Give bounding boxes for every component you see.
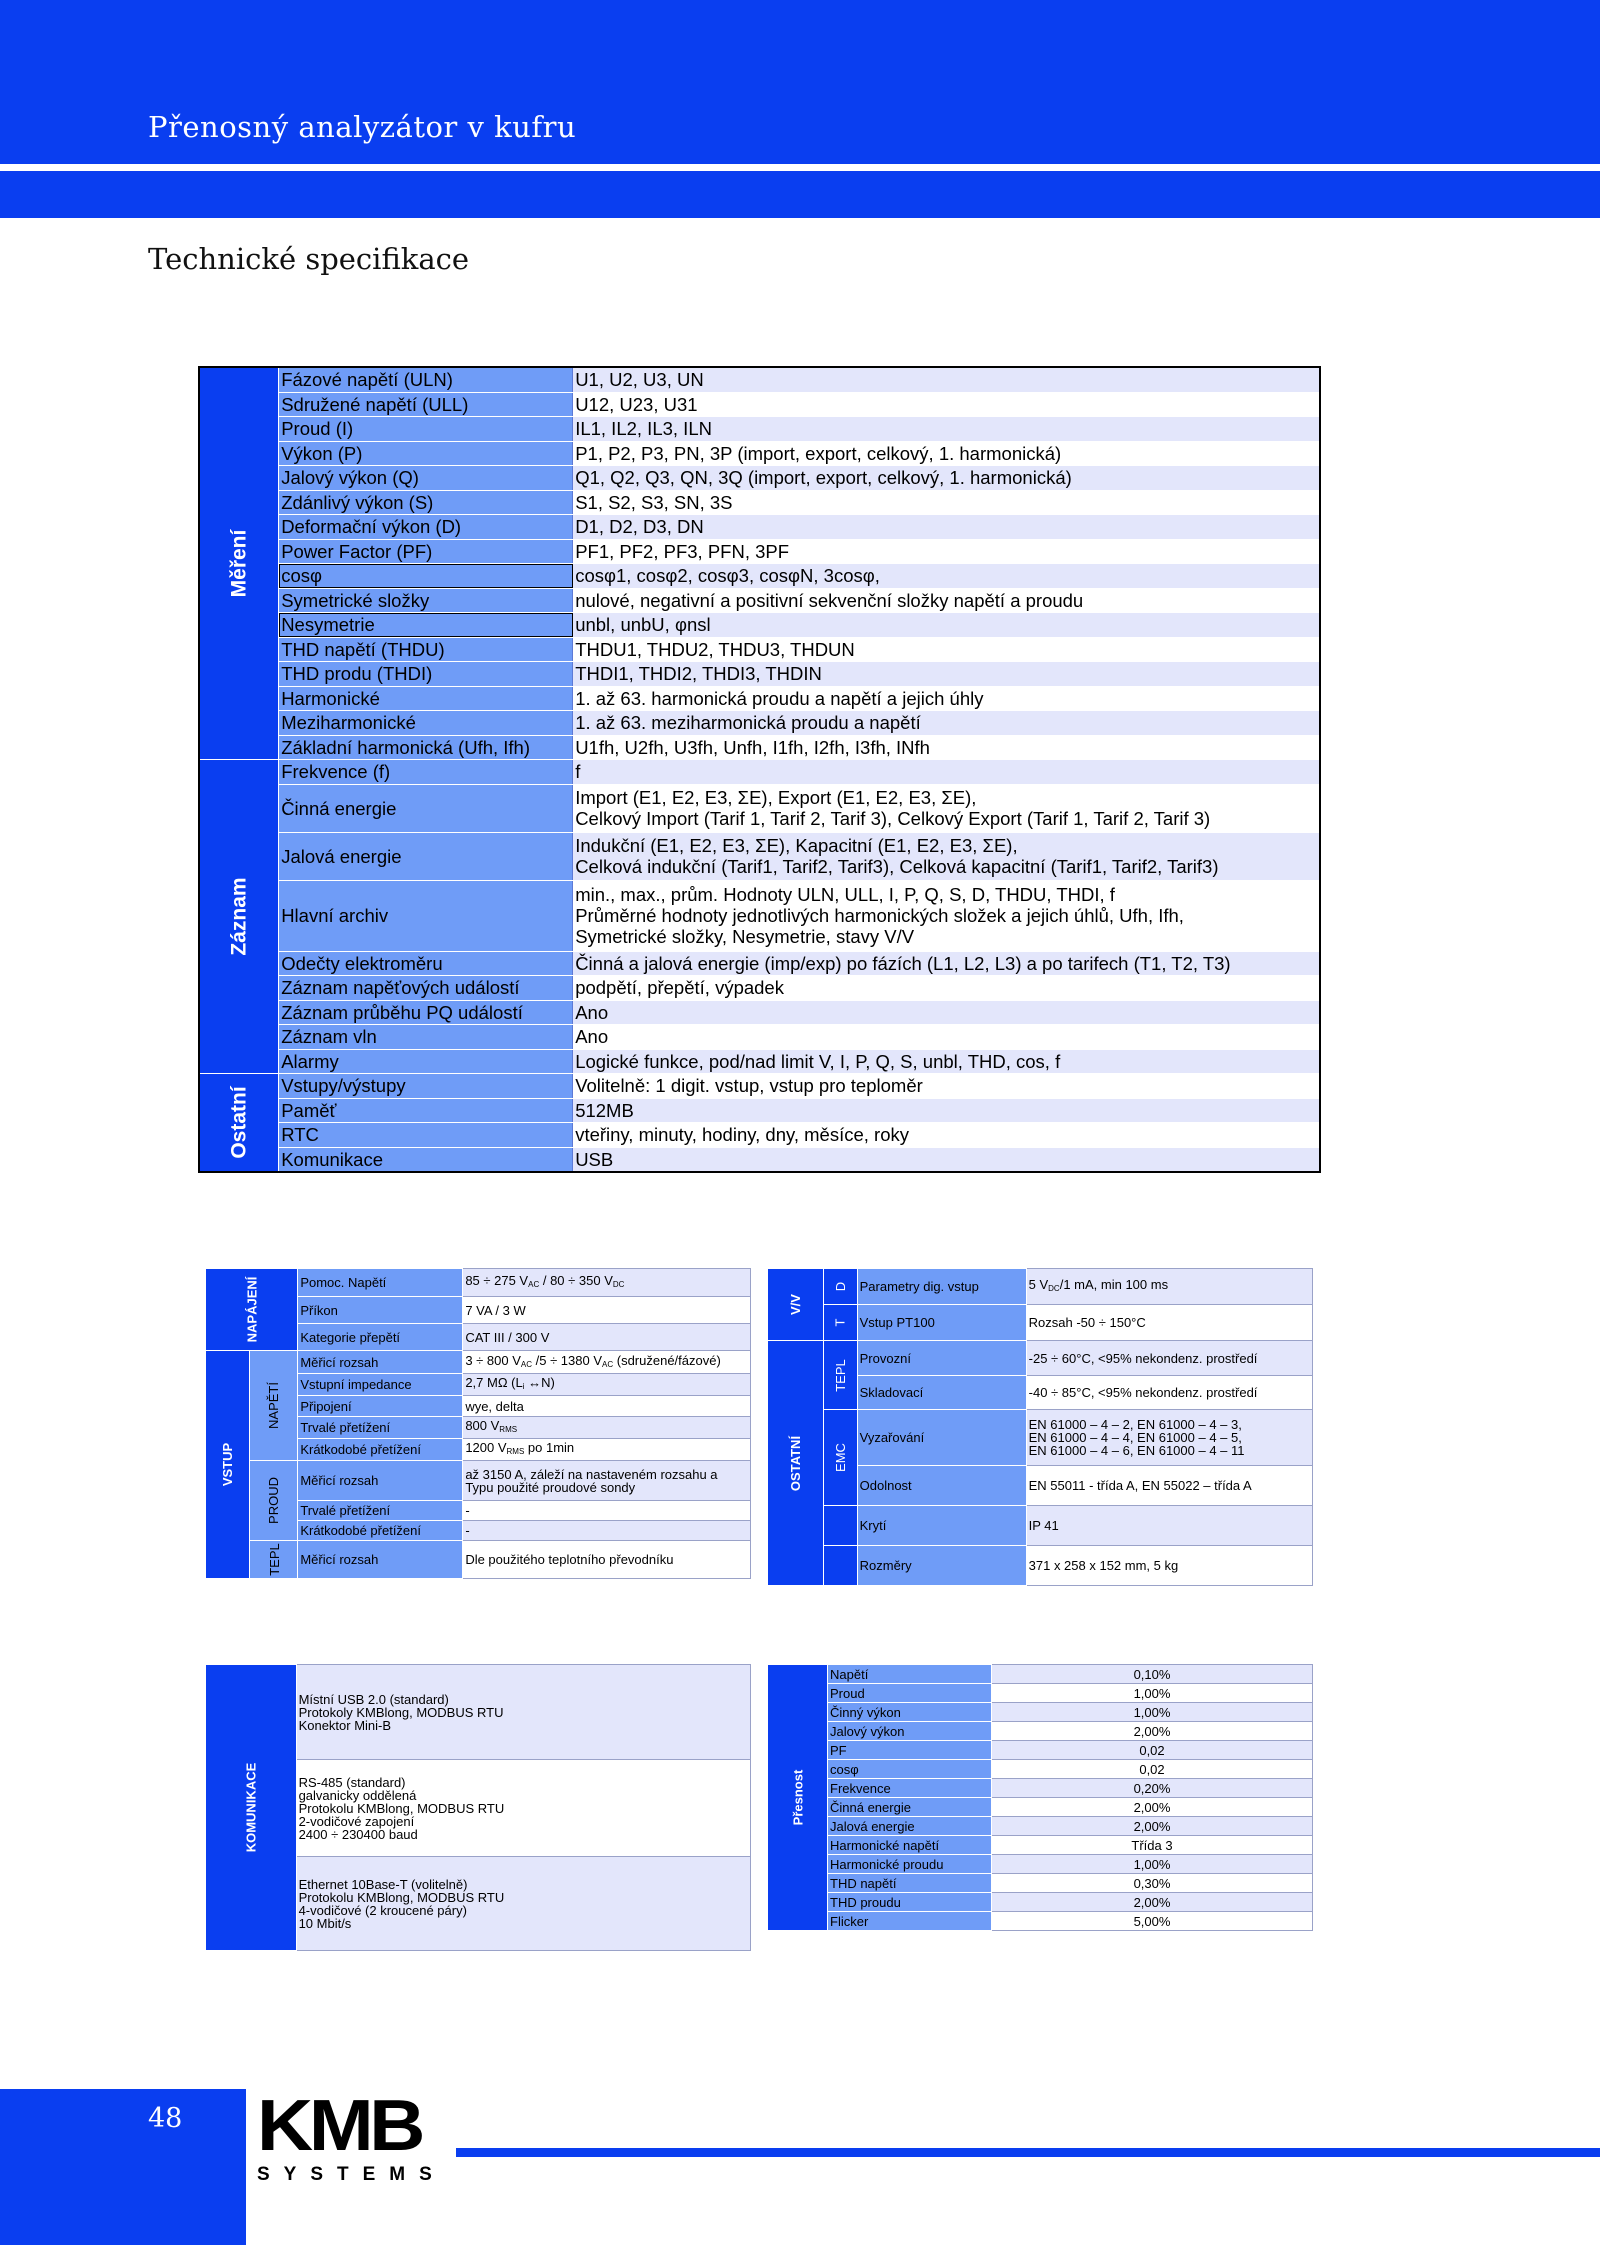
group-t: T <box>824 1305 858 1341</box>
spec-key: Odolnost <box>857 1466 1026 1506</box>
spec-key: Power Factor (PF) <box>279 539 573 564</box>
accuracy-value: 2,00% <box>992 1893 1313 1912</box>
spec-value: U1, U2, U3, UN <box>573 367 1320 392</box>
spec-key: Proud (I) <box>279 417 573 442</box>
group-empty <box>824 1506 858 1546</box>
other-spec-table <box>767 1268 1313 1586</box>
logo-main-text: KMB <box>257 2086 422 2166</box>
accuracy-value: 0,02 <box>992 1741 1313 1760</box>
spec-value: Ano <box>573 1000 1320 1025</box>
spec-value: P1, P2, P3, PN, 3P (import, export, celkový, 1. harmonická) <box>573 441 1320 466</box>
document-title: Přenosný analyzátor v kufru <box>148 110 577 144</box>
spec-value: Ano <box>573 1025 1320 1050</box>
accuracy-key: THD napětí <box>828 1874 992 1893</box>
spec-value: 85 ÷ 275 $V_{AC} / 80 \div 350$ $V_{DC}$ <box>463 1269 751 1297</box>
group-tepl-small: TEPL <box>824 1341 858 1410</box>
accuracy-key: Harmonické proudu <box>828 1855 992 1874</box>
group-komunikace: KOMUNIKACE <box>206 1665 297 1951</box>
accuracy-key: cosφ <box>828 1760 992 1779</box>
spec-key: Nesymetrie <box>279 613 573 638</box>
spec-key: Pomoc. Napětí <box>298 1269 463 1297</box>
spec-value: D1, D2, D3, DN <box>573 515 1320 540</box>
spec-key: Vstupy/výstupy <box>279 1074 573 1099</box>
spec-value: THDU1, THDU2, THDU3, THDUN <box>573 637 1320 662</box>
spec-value: 5 $V_{DC}/1$ mA, min 100 ms <box>1026 1269 1312 1305</box>
spec-value: Činná a jalová energie (imp/exp) po fázích (L1, L2, L3) a po tarifech (T1, T2, T3) <box>573 951 1320 976</box>
spec-value: nulové, negativní a positivní sekvenční složky napětí a proudu <box>573 588 1320 613</box>
spec-key: Krytí <box>857 1506 1026 1546</box>
accuracy-value: 2,00% <box>992 1722 1313 1741</box>
spec-value: THDI1, THDI2, THDI3, THDIN <box>573 662 1320 687</box>
comm-rs485: RS-485 (standard) galvanicky oddělená Protokolu KMBlong, MODBUS RTU 2-vodičové zapojení 2400 ÷ 230400 baud <box>296 1760 750 1857</box>
spec-key: Symetrické složky <box>279 588 573 613</box>
spec-key: RTC <box>279 1123 573 1148</box>
spec-value: Import (E1, E2, E3, ΣE), Export (E1, E2, E3, ΣE), Celkový Import (Tarif 1, Tarif 2, Tarif 3), Celkový Export (Tarif 1, Tarif 2, Tarif 3) <box>573 784 1320 832</box>
spec-value: U12, U23, U31 <box>573 392 1320 417</box>
spec-key: Měřicí rozsah <box>298 1541 463 1579</box>
header-divider <box>0 164 1600 171</box>
accuracy-value: 5,00% <box>992 1912 1313 1931</box>
spec-key: Rozměry <box>857 1546 1026 1586</box>
group-ostatni: Ostatní <box>199 1074 279 1173</box>
spec-value: Q1, Q2, Q3, QN, 3Q (import, export, celkový, 1. harmonická) <box>573 466 1320 491</box>
spec-key: cosφ <box>279 564 573 589</box>
group-emc: EMC <box>824 1410 858 1506</box>
spec-key: THD napětí (THDU) <box>279 637 573 662</box>
spec-value: Logické funkce, pod/nad limit V, I, P, Q, S, unbl, THD, cos, f <box>573 1049 1320 1074</box>
spec-key: Měřicí rozsah <box>298 1351 463 1374</box>
logo-sub-text: SYSTEMS <box>257 2164 446 2185</box>
spec-key: Krátkodobé přetížení <box>298 1521 463 1541</box>
spec-value: EN 61000 – 4 – 2, EN 61000 – 4 – 3, EN 61000 – 4 – 4, EN 61000 – 4 – 5, EN 61000 – 4 – 6, EN 61000 – 4 – 11 <box>1026 1410 1312 1466</box>
spec-value: Volitelně: 1 digit. vstup, vstup pro teploměr <box>573 1074 1320 1099</box>
kmb-logo <box>257 2086 446 2185</box>
spec-value: U1fh, U2fh, U3fh, Unfh, I1fh, I2fh, I3fh, INfh <box>573 735 1320 760</box>
spec-value: f <box>573 760 1320 785</box>
spec-key: Frekvence (f) <box>279 760 573 785</box>
group-zaznam: Záznam <box>199 760 279 1074</box>
spec-key: Parametry dig. vstup <box>857 1269 1026 1305</box>
spec-key: Příkon <box>298 1297 463 1324</box>
accuracy-value: 0,20% <box>992 1779 1313 1798</box>
accuracy-key: Jalový výkon <box>828 1722 992 1741</box>
spec-key: Provozní <box>857 1341 1026 1376</box>
spec-value: cosφ1, cosφ2, cosφ3, cosφN, 3cosφ, <box>573 564 1320 589</box>
header-band-lower <box>0 171 1600 218</box>
group-proud: PROUD <box>250 1461 298 1541</box>
spec-value: EN 55011 - třída A, EN 55022 – třída A <box>1026 1466 1312 1506</box>
spec-value: Dle použitého teplotního převodníku <box>463 1541 751 1579</box>
spec-key: Jalová energie <box>279 832 573 880</box>
spec-key: Meziharmonické <box>279 711 573 736</box>
section-title: Technické specifikace <box>148 242 470 276</box>
accuracy-key: Činný výkon <box>828 1703 992 1722</box>
spec-key: Výkon (P) <box>279 441 573 466</box>
spec-value: podpětí, přepětí, výpadek <box>573 976 1320 1001</box>
spec-key: Jalový výkon (Q) <box>279 466 573 491</box>
group-vstup: VSTUP <box>206 1351 250 1579</box>
spec-value: wye, delta <box>463 1396 751 1417</box>
power-input-table <box>205 1268 751 1579</box>
spec-value: CAT III / 300 V <box>463 1324 751 1351</box>
spec-key: Vyzařování <box>857 1410 1026 1466</box>
spec-value: USB <box>573 1147 1320 1172</box>
spec-key: Základní harmonická (Ufh, Ifh) <box>279 735 573 760</box>
spec-key: Deformační výkon (D) <box>279 515 573 540</box>
accuracy-value: 0,30% <box>992 1874 1313 1893</box>
group-mereni: Měření <box>199 367 279 760</box>
accuracy-key: THD proudu <box>828 1893 992 1912</box>
spec-value: 2,7 MΩ ($L_i$ ↔N) <box>463 1374 751 1396</box>
page-number: 48 <box>148 2103 183 2134</box>
accuracy-value: 1,00% <box>992 1703 1313 1722</box>
group-presnost: Přesnost <box>768 1665 828 1931</box>
spec-key: Zdánlivý výkon (S) <box>279 490 573 515</box>
comm-usb: Místní USB 2.0 (standard) Protokoly KMBlong, MODBUS RTU Konektor Mini-B <box>296 1665 750 1760</box>
accuracy-value: 1,00% <box>992 1855 1313 1874</box>
accuracy-value: 2,00% <box>992 1798 1313 1817</box>
group-napajeni: NAPÁJENÍ <box>206 1269 298 1351</box>
spec-value: -25 ÷ 60°C, <95% nekondenz. prostředí <box>1026 1341 1312 1376</box>
spec-value: 7 VA / 3 W <box>463 1297 751 1324</box>
spec-key: Komunikace <box>279 1147 573 1172</box>
spec-value: PF1, PF2, PF3, PFN, 3PF <box>573 539 1320 564</box>
accuracy-key: Harmonické napětí <box>828 1836 992 1855</box>
spec-key: Kategorie přepětí <box>298 1324 463 1351</box>
spec-value: unbl, unbU, φnsl <box>573 613 1320 638</box>
accuracy-key: Frekvence <box>828 1779 992 1798</box>
spec-value: IL1, IL2, IL3, ILN <box>573 417 1320 442</box>
accuracy-key: Jalová energie <box>828 1817 992 1836</box>
spec-value: - <box>463 1521 751 1541</box>
spec-key: Paměť <box>279 1098 573 1123</box>
accuracy-table <box>767 1664 1313 1931</box>
spec-value: 1. až 63. harmonická proudu a napětí a jejich úhly <box>573 686 1320 711</box>
spec-key: Odečty elektroměru <box>279 951 573 976</box>
group-napeti: NAPĚTÍ <box>250 1351 298 1461</box>
spec-value: -40 ÷ 85°C, <95% nekondenz. prostředí <box>1026 1376 1312 1410</box>
accuracy-key: Činná energie <box>828 1798 992 1817</box>
spec-value: Rozsah -50 ÷ 150°C <box>1026 1305 1312 1341</box>
spec-key: Činná energie <box>279 784 573 832</box>
spec-key: Vstup PT100 <box>857 1305 1026 1341</box>
spec-key: Hlavní archiv <box>279 880 573 951</box>
spec-value: 1200 $V_{RMS}$ po 1min <box>463 1439 751 1461</box>
spec-value: až 3150 A, záleží na nastaveném rozsahu a Typu použité proudové sondy <box>463 1461 751 1501</box>
accuracy-value: Třída 3 <box>992 1836 1313 1855</box>
spec-key: Sdružené napětí (ULL) <box>279 392 573 417</box>
accuracy-key: Flicker <box>828 1912 992 1931</box>
spec-value: 800 $V_{RMS}$ <box>463 1417 751 1439</box>
spec-key: Skladovací <box>857 1376 1026 1410</box>
group-tepl: TEPL <box>250 1541 298 1579</box>
spec-key: Harmonické <box>279 686 573 711</box>
spec-value: 1. až 63. meziharmonická proudu a napětí <box>573 711 1320 736</box>
accuracy-value: 1,00% <box>992 1684 1313 1703</box>
accuracy-value: 0,02 <box>992 1760 1313 1779</box>
spec-value: 512MB <box>573 1098 1320 1123</box>
spec-key: Trvalé přetížení <box>298 1501 463 1521</box>
spec-key: Záznam průběhu PQ událostí <box>279 1000 573 1025</box>
spec-key: Alarmy <box>279 1049 573 1074</box>
spec-value: vteřiny, minuty, hodiny, dny, měsíce, roky <box>573 1123 1320 1148</box>
accuracy-key: PF <box>828 1741 992 1760</box>
spec-value: 3 ÷ 800 $V_{AC}$ /5 ÷ 1380 $V_{AC}$ (sdružené/fázové) <box>463 1351 751 1374</box>
spec-value: Indukční (E1, E2, E3, ΣE), Kapacitní (E1, E2, E3, ΣE), Celková indukční (Tarif1, Tarif2, Tarif3), Celková kapacitní (Tarif1, Tarif2, Tarif3) <box>573 832 1320 880</box>
spec-key: Vstupní impedance <box>298 1374 463 1396</box>
spec-value: min., max., prům. Hodnoty ULN, ULL, I, P, Q, S, D, THDU, THDI, f Průměrné hodnoty jednotlivých harmonických složek a jejich úhlů, Ufh, Ifh, Symetrické složky, Nesymetrie, stavy V/V <box>573 880 1320 951</box>
spec-key: THD produ (THDI) <box>279 662 573 687</box>
group-empty <box>824 1546 858 1586</box>
group-vv: V/V <box>768 1269 824 1341</box>
spec-key: Záznam vln <box>279 1025 573 1050</box>
accuracy-key: Proud <box>828 1684 992 1703</box>
footer-page-box <box>0 2089 246 2245</box>
spec-value: 371 x 258 x 152 mm, 5 kg <box>1026 1546 1312 1586</box>
group-d: D <box>824 1269 858 1305</box>
accuracy-key: Napětí <box>828 1665 992 1684</box>
spec-value: - <box>463 1501 751 1521</box>
group-ostatni-small: OSTATNÍ <box>768 1341 824 1586</box>
accuracy-value: 0,10% <box>992 1665 1313 1684</box>
spec-value: S1, S2, S3, SN, 3S <box>573 490 1320 515</box>
accuracy-value: 2,00% <box>992 1817 1313 1836</box>
measurement-spec-table <box>198 366 1321 1173</box>
spec-key: Záznam napěťových událostí <box>279 976 573 1001</box>
spec-key: Měřicí rozsah <box>298 1461 463 1501</box>
communication-table <box>205 1664 751 1951</box>
spec-key: Krátkodobé přetížení <box>298 1439 463 1461</box>
footer-bar <box>456 2148 1600 2157</box>
spec-key: Fázové napětí (ULN) <box>279 367 573 392</box>
comm-ethernet: Ethernet 10Base-T (volitelně) Protokolu KMBlong, MODBUS RTU 4-vodičové (2 kroucené páry) 10 Mbit/s <box>296 1857 750 1951</box>
spec-key: Trvalé přetížení <box>298 1417 463 1439</box>
spec-value: IP 41 <box>1026 1506 1312 1546</box>
spec-key: Připojení <box>298 1396 463 1417</box>
